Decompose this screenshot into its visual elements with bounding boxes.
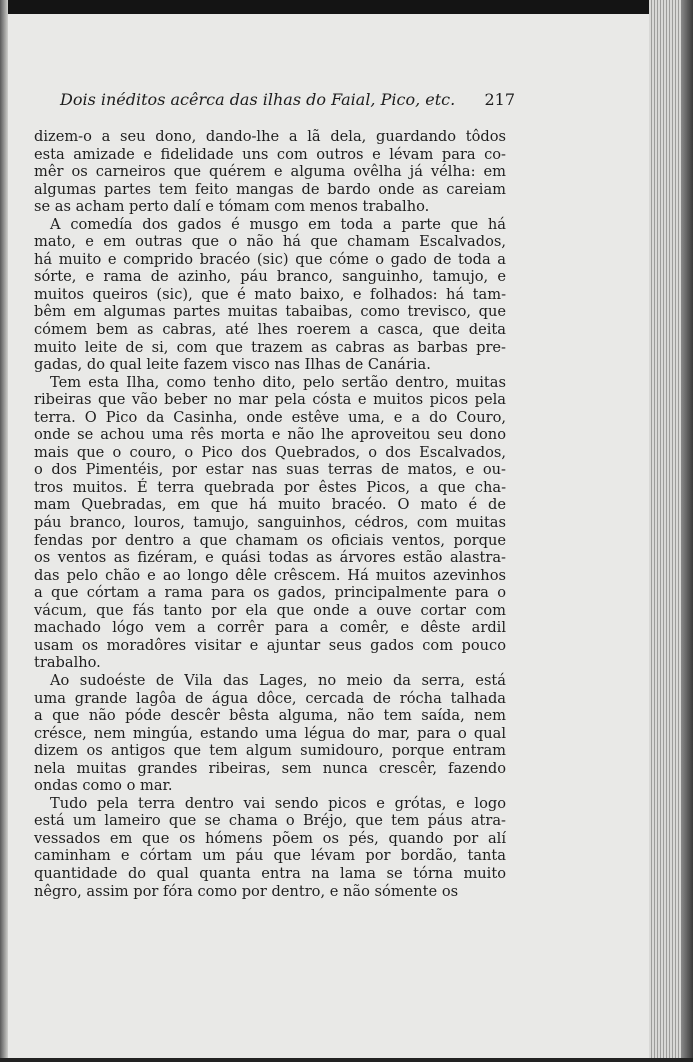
text-line: gadas, do qual leite fazem visco nas Ilhas de Canária. — [34, 356, 431, 374]
text-line: está um lameiro que se chama o Bréjo, que tem páus atra- — [34, 812, 506, 830]
text-line: Tem esta Ilha, como tenho dito, pelo sertão dentro, muitas — [50, 373, 506, 391]
text-line: vácum, que fás tanto por ela que onde a ouve cortar com — [34, 601, 506, 619]
text-line: ribeiras que vão beber no mar pela cósta e muitos picos pela — [34, 391, 506, 409]
text-line: tros muitos. É terra quebrada por êstes Picos, a que cha- — [34, 478, 506, 496]
body-text — [34, 128, 506, 900]
text-line: vessados em que os hómens põem os pés, quando por alí — [34, 829, 506, 847]
text-line: muito leite de si, com que trazem as cabras as barbas pre- — [34, 338, 506, 356]
text-line: sórte, e rama de azinho, páu branco, sanguinho, tamujo, e — [34, 268, 506, 286]
text-line: a que córtam a rama para os gados, principalmente para o — [34, 584, 506, 602]
text-line: fendas por dentro a que chamam os oficiais ventos, porque — [34, 531, 506, 549]
page-number: 217 — [484, 90, 515, 109]
text-line: mêr os carneiros que quérem e alguma ovêlha já vélha: em — [34, 163, 506, 181]
text-line: mato, e em outras que o não há que chamam Escalvados, — [34, 233, 506, 251]
text-line: mam Quebradas, em que há muito bracéo. O mato é de — [34, 496, 506, 514]
paragraph — [34, 216, 506, 374]
text-line: machado lógo vem a corrêr para a comêr, e dêste ardil — [34, 619, 506, 637]
text-line: os ventos as fizéram, e quási todas as árvores estão alastra- — [34, 549, 506, 567]
paragraph — [34, 374, 506, 672]
text-line: mais que o couro, o Pico dos Quebrados, o dos Escalvados, — [34, 443, 506, 461]
scan-top-border — [0, 0, 693, 14]
text-line: caminham e córtam um páu que lévam por bordão, tanta — [34, 847, 506, 865]
text-line: esta amizade e fidelidade uns com outros e lévam para co- — [34, 145, 506, 163]
text-line: dizem-o a seu dono, dando-lhe a lã dela, guardando tôdos — [34, 128, 506, 145]
text-line: onde se achou uma rês morta e não lhe aproveitou seu dono — [34, 426, 506, 444]
text-line: trabalho. — [34, 654, 101, 672]
scan-bottom-border — [0, 1058, 693, 1062]
text-line: se as acham perto dalí e tómam com menos trabalho. — [34, 198, 430, 216]
text-line: dizem os antigos que tem algum sumidouro, porque entram — [34, 742, 506, 760]
text-line: A comedía dos gados é musgo em toda a parte que há — [50, 215, 506, 233]
text-line: páu branco, louros, tamujo, sanguinhos, cédros, com muitas — [34, 514, 506, 532]
paragraph — [34, 128, 506, 216]
text-line: usam os moradôres visitar e ajuntar seus gados com pouco — [34, 636, 506, 654]
text-line: a que não póde descêr bêsta alguma, não tem saída, nem — [34, 707, 506, 725]
text-line: Tudo pela terra dentro vai sendo picos e grótas, e logo — [50, 794, 506, 812]
scan-left-shadow — [0, 0, 8, 1062]
text-line: há muito e comprido bracéo (sic) que cóme o gado de toda a — [34, 250, 506, 268]
paragraph — [34, 672, 506, 795]
text-line: Ao sudoéste de Vila das Lages, no meio da serra, está — [50, 671, 506, 689]
text-line: ondas como o mar. — [34, 777, 173, 795]
scan-right-shadow — [681, 0, 693, 1062]
text-line: nela muitas grandes ribeiras, sem nunca crescêr, fazendo — [34, 759, 506, 777]
text-line: das pelo chão e ao longo dêle crêscem. Há muitos azevinhos — [34, 566, 506, 584]
text-line: uma grande lagôa de água dôce, cercada de rócha talhada — [34, 689, 506, 707]
text-line: o dos Pimentéis, por estar nas suas terras de matos, e ou- — [34, 461, 506, 479]
text-line: cómem bem as cabras, até lhes roerem a casca, que deita — [34, 321, 506, 339]
paragraph — [34, 795, 506, 900]
text-line: terra. O Pico da Casinha, onde estêve uma, e a do Couro, — [34, 408, 506, 426]
running-header — [60, 90, 515, 109]
text-line: algumas partes tem feito mangas de bardo onde as careiam — [34, 180, 506, 198]
text-line: quantidade do qual quanta entra na lama se tórna muito — [34, 864, 506, 882]
running-header-title: Dois inéditos acêrca das ilhas do Faial, Pico, etc. — [60, 90, 456, 109]
text-line: muitos queiros (sic), que é mato baixo, e folhados: há tam- — [34, 285, 506, 303]
text-line: bêm em algumas partes muitas tabaibas, como trevisco, que — [34, 303, 506, 321]
text-line: crésce, nem mingúa, estando uma légua do mar, para o qual — [34, 724, 506, 742]
text-line: nêgro, assim por fóra como por dentro, e não sómente os — [34, 882, 459, 900]
